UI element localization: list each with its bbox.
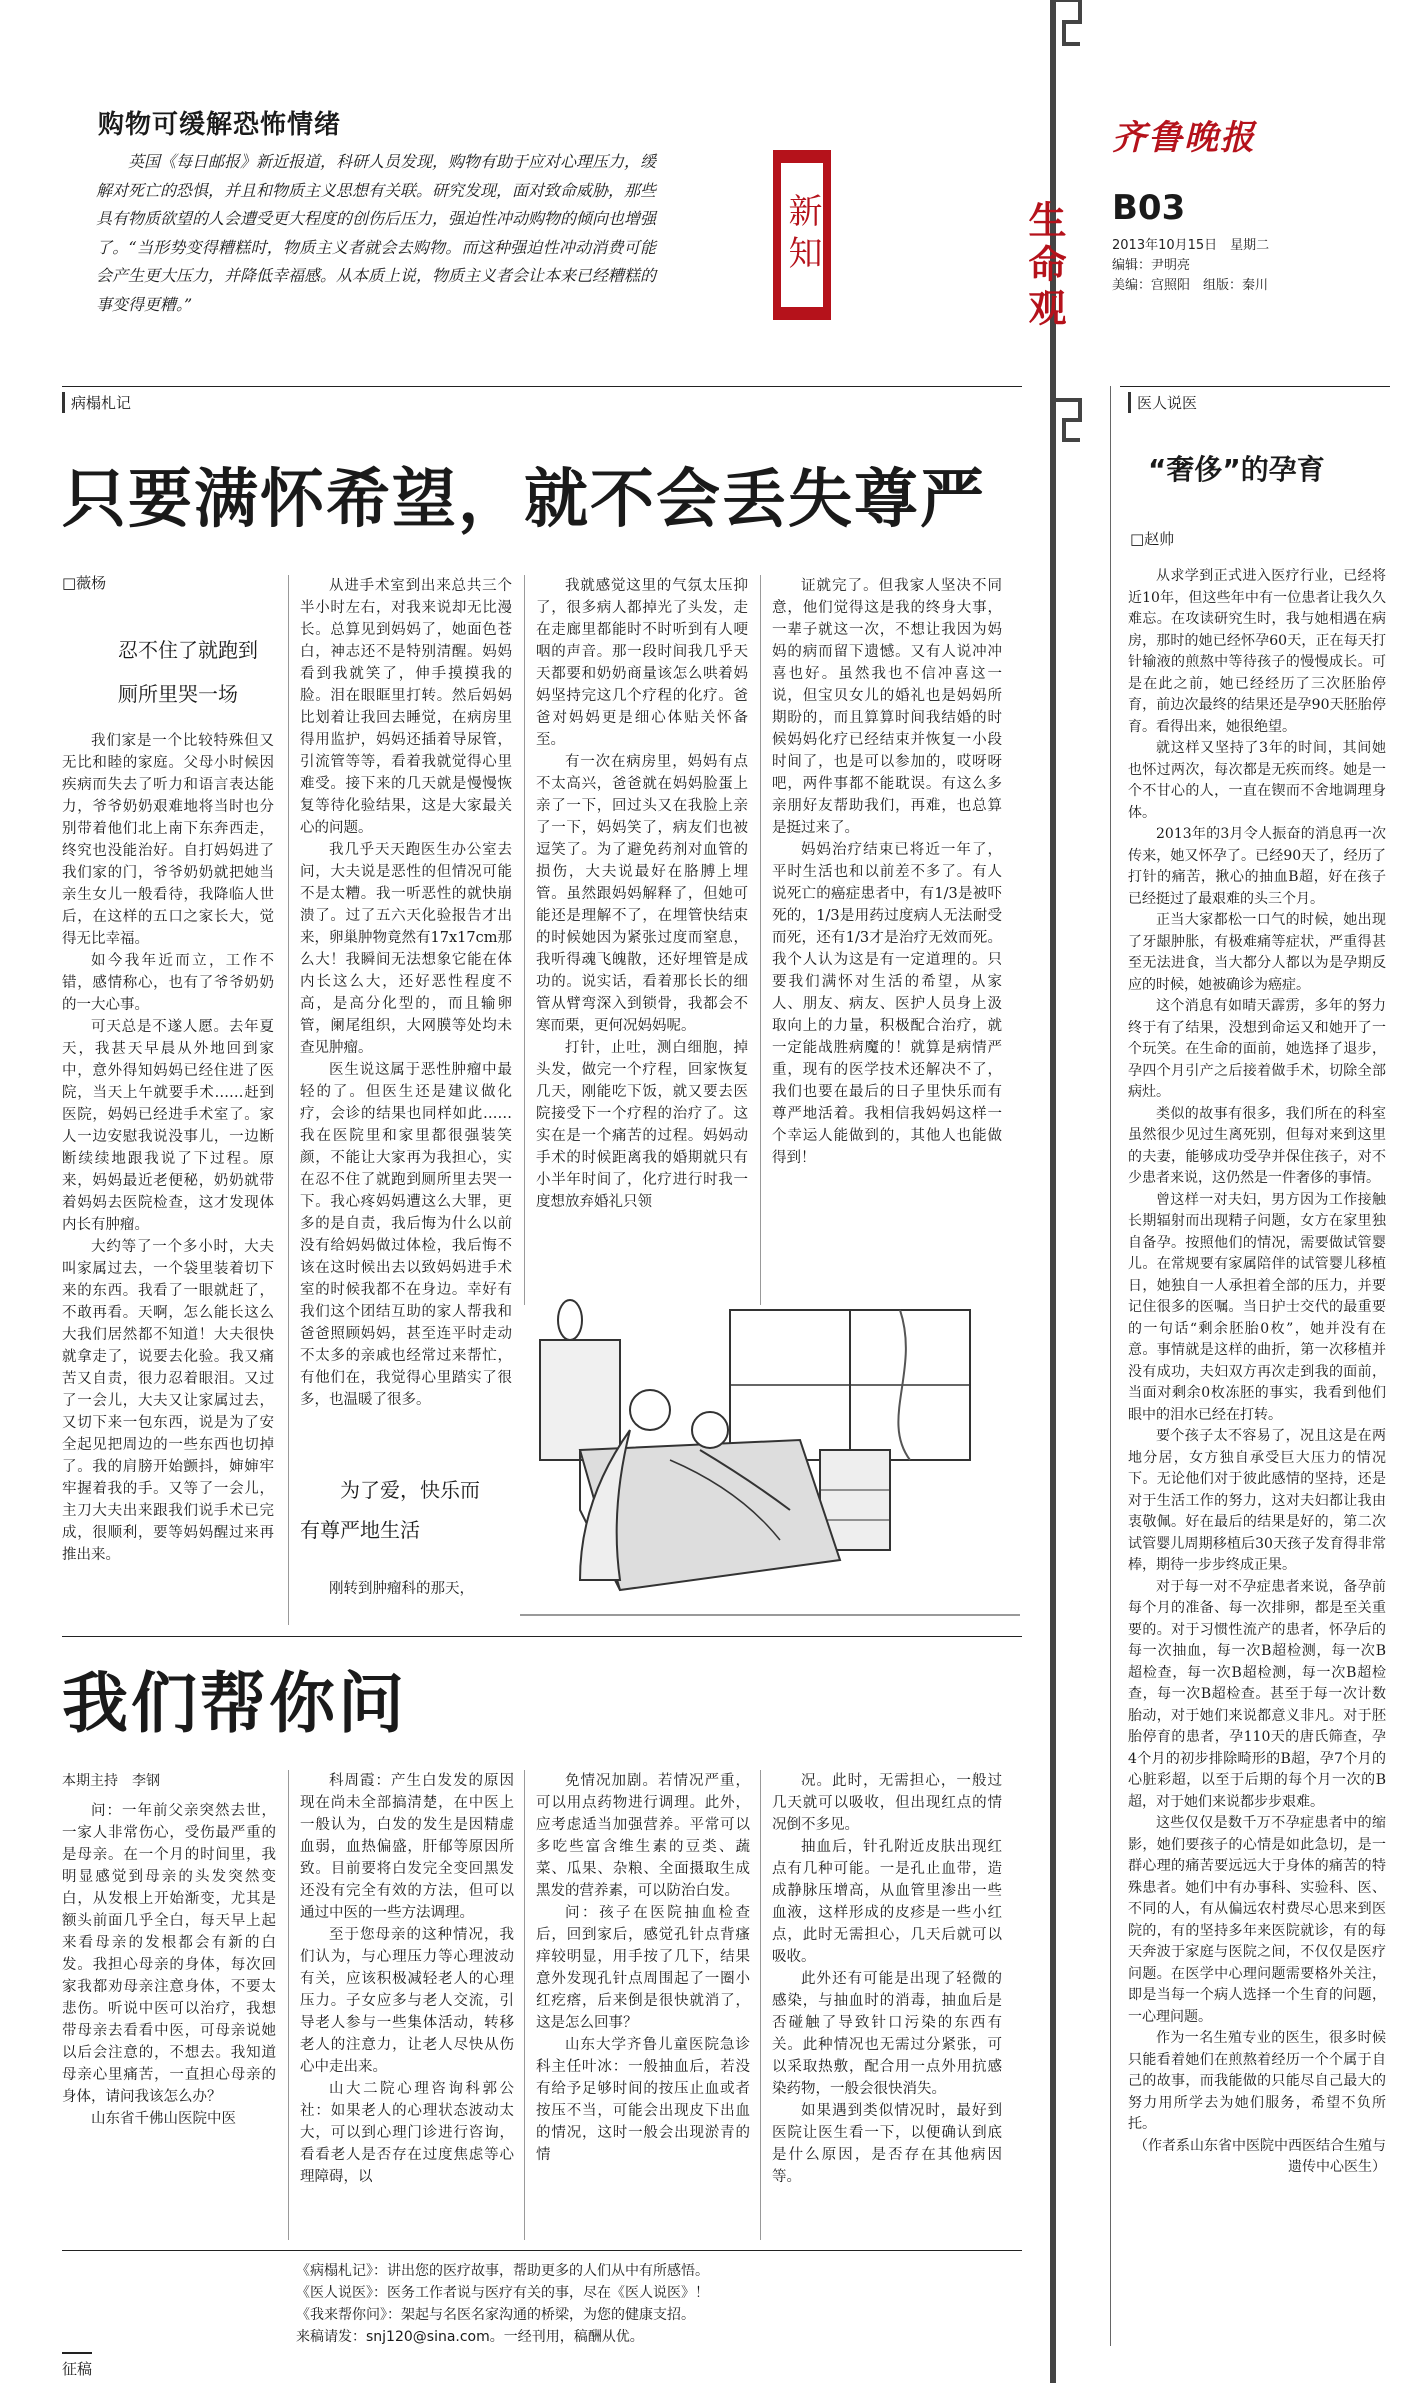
- paragraph: 这些仅仅是数千万不孕症患者中的缩影，她们要孩子的心情是如此急切，是一群心理的痛苦要远远大于身体的痛苦的特殊患者。她们中有办事科、实验科、医、不同的人，有从偏远农村费尽心思来到医院的，有的坚持多年来医院就诊，有的每天奔波于家庭与医院之间，不仅仅是医疗问题。在医学中心理问题需要格外关注，即是当每一个病人选择一个生育的问题，一心理问题。: [1128, 1815, 1386, 2025]
- subheading-2-line-2: 有尊严地生活: [300, 1518, 420, 1542]
- paragraph: 要个孩子太不容易了，况且这是在两地分居，女方独自承受巨大压力的情况下。无论他们对于彼此感情的坚持，还是对于生活工作的努力，这对夫妇都让我由衷敬佩。好在最后的结果是好的，第二次试管婴儿周期移植后30天孩子发育得非常棒，期待一步步终成正果。: [1128, 1428, 1386, 1573]
- subheading-2-line-1: 为了爱，快乐而: [340, 1478, 480, 1502]
- paragraph: 正当大家都松一口气的时候，她出现了牙龈肿胀，有极难痛等症状，严重得甚至无法进食，当大都分人都以为是孕期反应的时候，她被确诊为癌症。: [1128, 912, 1386, 993]
- subheading-1-line-2: 厕所里哭一场: [118, 682, 238, 706]
- column-rule: [760, 1770, 761, 2240]
- xinzhi-badge: [773, 150, 831, 320]
- paragraph: 山东省千佛山医院中医: [91, 2111, 236, 2127]
- main-col-4: [772, 575, 1002, 1169]
- design-credit: 美编：宫照阳 组版：秦川: [1112, 278, 1269, 293]
- paragraph: 我几乎天天跑医生办公室去问，大夫说是恶性的但情况可能不是太糟。我一听恶性的就快崩溃了。过了五六天化验报告才出来，卵巢肿物竟然有17x17cm那么大！我瞬间无法想象它能在体内长这么大，还好恶性程度不高，是高分化型的，而且输卵管，阑尾组织，大网膜等处均未查见肿瘤。: [300, 842, 512, 1056]
- paragraph: 免情况加剧。若情况严重，可以用点药物进行调理。此外，应考虑适当加强营养。平常可以多吃些富含维生素的豆类、蔬菜、瓜果、杂粮、全面摄取生成黑发的营养素，可以防治白发。: [536, 1773, 750, 1899]
- paragraph: 刚转到肿瘤科的那天，: [329, 1581, 474, 1597]
- paragraph: 妈妈治疗结束已将近一年了，平时生活也和以前差不多了。有人说死亡的癌症患者中，有1/3是被吓死的，1/3是用药过度病人无法耐受而死，还有1/3才是治疗无效而死。我个人认为这是有一定道理的。只要我们满怀对生活的希望，从家人、朋友、病友、医护人员身上汲取向上的力量，积极配合治疗，就一定能战胜病魔的！就算是病情严重，现有的医学技术还解决不了，我们也要在最后的日子里快乐而有尊严地活着。我相信我妈妈这样一个幸运人能做到的，其他人也能做得到！: [772, 842, 1002, 1166]
- right-article-author: □赵帅: [1130, 530, 1175, 548]
- paragraph: 证就完了。但我家人坚决不同意，他们觉得这是我的终身大事，一辈子就这一次，不想让我因为妈妈的病而留下遗憾。又有人说冲冲喜也好。虽然我也不信冲喜这一说，但宝贝女儿的婚礼也是妈妈所期盼的，而且算算时间我结婚的时候妈妈化疗已经结束并恢复一小段时间了，也是可以参加的，哎呀呀吧，两件事都不能耽误。有这么多亲朋好友帮助我们，再难，也总算是挺过来了。: [772, 578, 1002, 836]
- issue-date: 2013年10月15日 星期二: [1112, 238, 1270, 253]
- section-divider-right: [1120, 386, 1390, 387]
- column-rule: [524, 1770, 525, 2240]
- paragraph: 医生说这属于恶性肿瘤中最轻的了。但医生还是建议做化疗，会诊的结果也同样如此……我在医院里和家里都很强装笑颜，不能让大家再为我担心，实在忍不住了就跑到厕所里去哭一下。我心疼妈妈遭这么大罪，更多的是自责，我后悔为什么以前没有给妈妈做过体检，我后悔不该在这时候出去以致妈妈进手术室的时候我都不在身边。幸好有我们这个团结互助的家人帮我和爸爸照顾妈妈，甚至连平时走动不太多的亲戚也经常过来帮忙，有他们在，我觉得心里踏实了很多，也温暖了很多。: [300, 1062, 512, 1408]
- section-title: 生命观: [1022, 200, 1066, 332]
- footer-divider: [62, 2250, 1022, 2251]
- main-col-1: [62, 730, 274, 1566]
- paragraph: 问：孩子在医院抽血检查后，回到家后，感觉孔针点背瘙痒较明显，用手按了几下，结果意外发现孔针点周围起了一圈小红疙瘩，后来倒是很快就消了，这是怎么回事？: [536, 1905, 750, 2031]
- subheading-1-line-1: 忍不住了就跑到: [118, 638, 258, 662]
- help-col-3: [536, 1770, 750, 2166]
- paragraph: 山大二院心理咨询科郭公社：如果老人的心理状态波动太大，可以到心理门诊进行咨询，看看老人是否存在过度焦虑等心理障碍，以: [300, 2081, 514, 2185]
- paragraph: 这个消息有如晴天霹雳，多年的努力终于有了结果，没想到命运又和她开了一个玩笑。在生命的面前，她选择了退步，孕四个月引产之后接着做手术，切除全部病灶。: [1128, 998, 1386, 1100]
- column-rule: [288, 575, 289, 1625]
- note-line: 《医人说医》：医务工作者说与医疗有关的事，尽在《医人说医》！: [296, 2285, 709, 2301]
- help-section-title: 我们帮你问: [62, 1665, 407, 1742]
- column-rule: [760, 575, 761, 1305]
- column-tag-yiren: 医人说医: [1128, 392, 1197, 413]
- author-affiliation: （作者系山东省中医院中西医结合生殖与遗传中心医生）: [1134, 2137, 1386, 2175]
- column-rule: [524, 575, 525, 1305]
- paragraph: 我就感觉这里的气氛太压抑了，很多病人都掉光了头发，走在走廊里都能时不时听到有人哽咽的声音。那一段时间我几乎天天都要和奶奶商量该怎么哄着妈妈坚持完这几个疗程的化疗。爸爸对妈妈更是细心体贴关怀备至。: [536, 578, 748, 748]
- main-col-2: [300, 575, 512, 1411]
- paragraph: 况。此时，无需担心，一般过几天就可以吸收，但出现红点的情况倒不多见。: [772, 1773, 1002, 1833]
- paragraph: 有一次在病房里，妈妈有点不太高兴，爸爸就在妈妈脸蛋上亲了一下，回过头又在我脸上亲了一下，妈妈笑了，病友们也被逗笑了。为了避免药剂对血管的损伤，大夫说最好在胳膊上埋管。虽然跟妈妈解释了，但她可能还是理解不了，在埋管快结束的时候她因为紧张过度而窒息，我听得魂飞魄散，还好埋管是成功的。说实话，看着那长长的细管从臂弯深入到锁骨，我都会不寒而栗，更何况妈妈呢。: [536, 754, 748, 1034]
- paragraph: 就这样又坚持了3年的时间，其间她也怀过两次，每次都是无疾而终。她是一个不甘心的人，一直在锲而不舍地调理身体。: [1128, 740, 1386, 821]
- section-divider: [62, 1636, 1022, 1637]
- decorative-border: [1040, 0, 1084, 2383]
- paragraph: 作为一名生殖专业的医生，很多时候只能看着她们在煎熬着经历一个个属于自己的故事，而我能做的只能尽自己最大的努力用所学去为她们服务，希望不负所托。: [1128, 2030, 1386, 2132]
- column-rule: [288, 1770, 289, 2240]
- paragraph: 可天总是不遂人愿。去年夏天，我甚天早晨从外地回到家中，意外得知妈妈已经住进了医院，当天上午就要手术……赶到医院，妈妈已经进手术室了。家人一边安慰我说没事儿，一边断断续续地跟我说了下过程。原来，妈妈最近老便秘，奶奶就带着妈妈去医院检查，这才发现体内长有肿瘤。: [62, 1019, 274, 1233]
- section-divider: [62, 386, 1022, 387]
- paragraph: 此外还有可能是出现了轻微的感染，与抽血时的消毒，抽血后是否碰触了导致针口污染的东西有关。此种情况也无需过分紧张，可以采取热敷，配合用一点外用抗感染药物，一般会很快消失。: [772, 1971, 1002, 2097]
- paragraph: 大约等了一个多小时，大夫叫家属过去，一个袋里装着切下来的东西。我看了一眼就赶了，不敢再看。天啊，怎么能长这么大我们居然都不知道！大夫很快就拿走了，说要去化验。我又痛苦又自责，很力忍着眼泪。又过了一会儿，大夫又让家属过去，又切下来一包东西，说是为了安全起见把周边的一些东西也切掉了。我的肩膀开始颤抖，婶婶牢牢握着我的手。又等了一会儿，主刀大夫出来跟我们说手术已完成，很顺利，要等妈妈醒过来再推出来。: [62, 1239, 274, 1563]
- paragraph: 山东大学齐鲁儿童医院急诊科主任叶冰：一般抽血后，若没有给予足够时间的按压止血或者按压不当，可能会出现皮下出血的情况，这时一般会出现淤青的情: [536, 2037, 750, 2163]
- note-line: 《病榻札记》：讲出您的医疗故事，帮助更多的人们从中有所感悟。: [296, 2263, 709, 2279]
- paragraph: 我们家是一个比较特殊但又无比和睦的家庭。父母小时候因疾病而失去了听力和语言表达能力，爷爷奶奶艰难地将当时也分别带着他们北上南下东奔西走，终究也没能治好。自打妈妈进了我们家的门，爷爷奶奶就把她当亲生女儿一般看待，我降临人世后，在这样的五口之家长大，觉得无比幸福。: [62, 733, 274, 947]
- right-article-body: [1128, 566, 1386, 2179]
- call-for-submissions-label: 征稿: [62, 2352, 92, 2379]
- column-tag-bingta: 病榻札记: [62, 392, 131, 413]
- paragraph: 打针，止吐，测白细胞，掉头发，做完一个疗程，回家恢复几天，刚能吃下饭，就又要去医院接受下一个疗程的治疗了。这实在是一个痛苦的过程。妈妈动手术的时候距离我的婚期就只有小半年时间了，化疗进行时我一度想放弃婚礼只领: [536, 1040, 748, 1210]
- paragraph: 类似的故事有很多，我们所在的科室虽然很少见过生离死别，但每对来到这里的夫妻，能够成功受孕并保住孩子，对不少患者来说，这仍然是一件奢侈的事情。: [1128, 1105, 1386, 1186]
- main-headline: 只要满怀希望，就不会丢失尊严: [62, 463, 986, 537]
- right-article-title: “奢侈”的孕育: [1148, 453, 1325, 486]
- note-line: 《我来帮你问》：架起与名医名家沟通的桥梁，为您的健康支招。: [296, 2307, 695, 2323]
- paragraph: 问：一年前父亲突然去世，一家人非常伤心，受伤最严重的是母亲。在一个月的时间里，我明显感觉到母亲的头发突然变白，从发根上开始渐变，尤其是额头前面几乎全白，每天早上起来看母亲的发根都会有新的白发。我担心母亲的身体，每次回家我都劝母亲注意身体，不要太悲伤。听说中医可以治疗，我想带母亲去看看中医，可母亲说她以后会注意的，不想去。我知道母亲心里痛苦，一直担心母亲的身体，请问我该怎么办？: [62, 1803, 276, 2105]
- right-column-rule: [1110, 386, 1111, 2346]
- paragraph: 曾这样一对夫妇，男方因为工作接触长期辐射而出现精子问题，女方在家里独自备孕。按照他们的情况，需要做试管婴儿。在常规要有家属陪伴的试管婴儿移植日，她独自一人承担着全部的压力，并要记住很多的医嘱。当日护士交代的最重要的一句话“剩余胚胎0枚”，她并没有在意。事情就是这样的曲折，第一次移植并没有成功，夫妇双方再次走到我的面前，当面对剩余0枚冻胚的事实，我看到他们眼中的泪水已经在打转。: [1128, 1191, 1386, 1423]
- page-number: B03: [1112, 188, 1186, 228]
- top-article-body: 英国《每日邮报》新近报道，科研人员发现，购物有助于应对心理压力，缓解对死亡的恐惧，并且和物质主义思想有关联。研究发现，面对致命威胁，那些具有物质欲望的人会遭受更大程度的创伤后压力，强迫性冲动购物的倾向也增强了。“当形势变得糟糕时，物质主义者就会去购物。而这种强迫性冲动消费可能会产生更大压力，并降低幸福感。从本质上说，物质主义者会让本来已经糟糕的事变得更糟。”: [96, 152, 657, 314]
- note-line: 来稿请发：snj120@sina.com。一经刊用，稿酬从优。: [296, 2329, 644, 2345]
- help-col-4: [772, 1770, 1002, 2188]
- top-article-title: 购物可缓解恐怖情绪: [98, 110, 342, 140]
- help-col-2: [300, 1770, 514, 2188]
- paper-logo: 齐鲁晚报: [1112, 118, 1256, 158]
- hospital-illustration: [520, 1280, 1020, 1620]
- paragraph: 对于每一对不孕症患者来说，备孕前每个月的准备、每一次排卵，都是至关重要的。对于习惯性流产的患者，怀孕后的每一次抽血，每一次B超检测，每一次B超检查，每一次B超检测，每一次B超检查，每一次B超检查。甚至于每一次计数胎动，对于她们来说都意义非凡。对于胚胎停育的患者，孕110天的唐氏筛查，孕4个月的初步排除畸形的B超，孕7个月的心脏彩超，以至于后期的每个月一次的B超，对于她们来说都步步艰难。: [1128, 1578, 1386, 1810]
- paragraph: 科周霞：产生白发发的原因现在尚未全部搞清楚，在中医上一般认为，白发的发生是因精虚血弱，血热偏盛，肝郁等原因所致。目前要将白发完全变回黑发还没有完全有效的方法，但可以通过中医的一些方法调理。: [300, 1773, 514, 1921]
- paragraph: 从求学到正式进入医疗行业，已经将近10年，但这些年中有一位患者让我久久难忘。在攻读研究生时，我与她相遇在病房，那时的她已经怀孕60天，正在每天打针输液的煎熬中等待孩子的慢慢成长。可是在此之前，她已经经历了三次胚胎停育，前边次最终的结果还是孕90天胚胎停育。看得出来，她很绝望。: [1128, 568, 1386, 735]
- help-col-1: [62, 1800, 276, 2130]
- paragraph: 如果遇到类似情况时，最好到医院让医生看一下，以便确认到底是什么原因，是否存在其他病因等。: [772, 2103, 1002, 2185]
- paragraph: 如今我年近而立，工作不错，感情称心，也有了爷爷奶奶的一大心事。: [62, 953, 274, 1013]
- paragraph: 2013年的3月令人振奋的消息再一次传来，她又怀孕了。已经90天了，经历了打针的痛苦，揪心的抽血B超，好在孩子已经挺过了最艰难的头三个月。: [1128, 826, 1386, 907]
- paragraph: 抽血后，针孔附近皮肤出现红点有几种可能。一是孔止血带，造成静脉压增高，从血管里渗出一些血液，这样形成的皮疹是一些小红点，此时无需担心，几天后就可以吸收。: [772, 1839, 1002, 1965]
- main-col-3: [536, 575, 748, 1213]
- paragraph: 从进手术室到出来总共三个半小时左右，对我来说却无比漫长。总算见到妈妈了，她面色苍白，神志还不是特别清醒。妈妈看到我就笑了，伸手摸摸我的脸。泪在眼眶里打转。然后妈妈比划着让我回去睡觉，在病房里得用监护，妈妈还插着导尿管，引流管等等，看着我就觉得心里难受。接下来的几天就是慢慢恢复等待化验结果，这是大家最关心的问题。: [300, 578, 512, 836]
- editor-credit: 编辑：尹明亮: [1112, 258, 1191, 273]
- paragraph: 至于您母亲的这种情况，我们认为，与心理压力等心理波动有关，应该积极减轻老人的心理压力。子女应多与老人交流，引导老人参与一些集体活动，转移老人的注意力，让老人尽快从伤心中走出来。: [300, 1927, 514, 2075]
- help-section-host: 本期主持 李钢: [62, 1773, 160, 1789]
- call-for-submissions: [296, 2260, 776, 2348]
- main-author: □薇杨: [62, 574, 107, 592]
- subheading-2: [300, 1470, 480, 1550]
- xinzhi-badge-text: 新知: [780, 162, 824, 308]
- subheading-1: [118, 628, 258, 716]
